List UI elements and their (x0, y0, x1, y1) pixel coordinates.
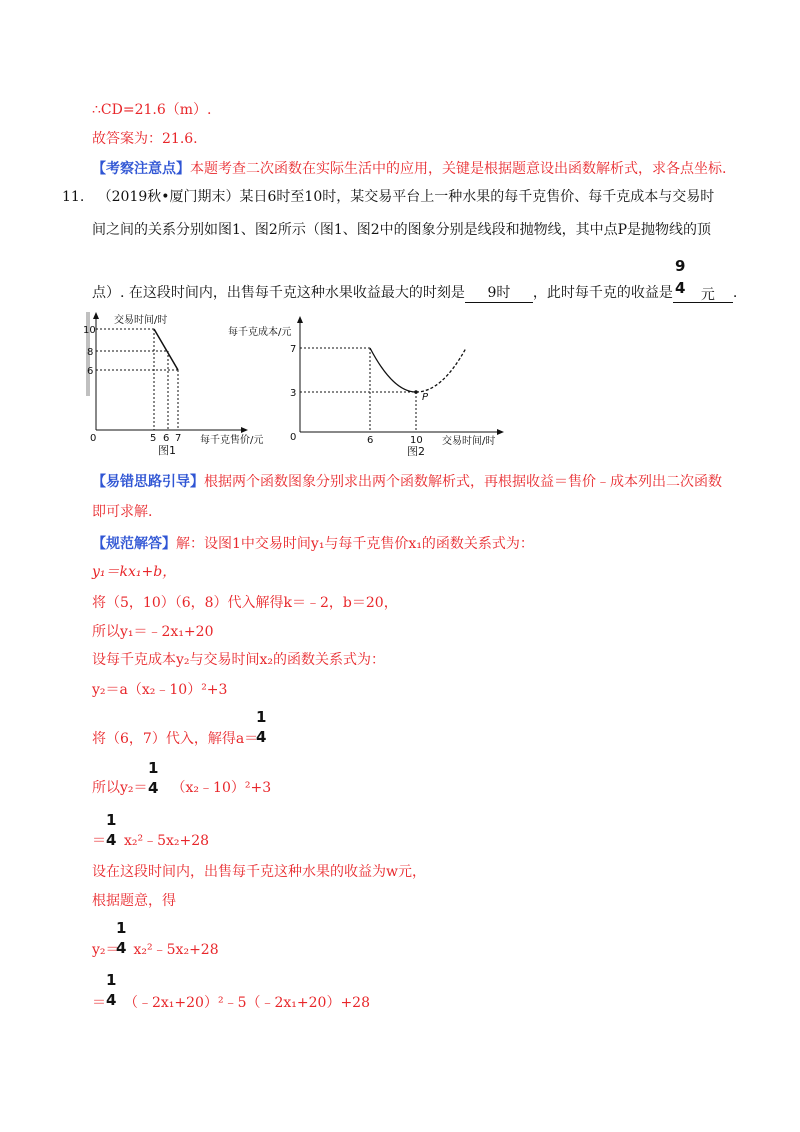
fig2-xtick-10: 10 (410, 435, 423, 446)
figure-2 (220, 316, 510, 456)
sol-label: 【规范解答】 (92, 536, 176, 552)
fraction-a: 1 4 (256, 708, 267, 746)
tip-text1: 根据两个函数图象分别求出两个函数解析式，再根据收益＝售价﹣成本列出二次函数 (204, 474, 722, 490)
fraction-l12: 1 4 (106, 971, 117, 1009)
sol-l5: y₂＝a（x₂﹣10）²+3 (92, 682, 228, 698)
answer-unit: 元 (700, 287, 715, 303)
sol-l7: 所以y₂＝ （x₂﹣10）²+3 (92, 780, 272, 796)
fig1-ytick-10: 10 (83, 325, 96, 336)
sol-l12: ＝ （﹣2x₁+20）²﹣5（﹣2x₁+20）+28 (92, 995, 370, 1011)
sol-l1: y₁＝kx₁+b， (92, 564, 177, 580)
sol-l11: y₂＝ x₂²﹣5x₂+28 (92, 942, 219, 958)
fraction-l8: 1 4 (106, 811, 117, 849)
line-answer: 故答案为：21.6. (92, 131, 198, 147)
note-text: 本题考查二次函数在实际生活中的应用，关键是根据题意设出函数解析式，求各点坐标. (190, 161, 727, 177)
q11-line1 (62, 188, 714, 206)
q11-text1: （2019秋•厦门期末）某日6时至10时，某交易平台上一种水果的每千克售价、每千克成本与交易时 (97, 189, 715, 205)
sol-intro (92, 535, 534, 553)
fig1-xtick-5: 5 (150, 433, 157, 444)
answer-fraction-den: 4 (675, 279, 686, 297)
answer-fraction-num: 9 (675, 257, 686, 275)
fig1-ylabel: 交易时间/时 (114, 315, 168, 326)
sol-l6: 将（6，7）代入，解得a＝ (92, 731, 259, 747)
fig1-ytick-8: 8 (87, 347, 94, 358)
q11-number: 11. (62, 189, 85, 205)
fig2-ytick-3: 3 (290, 388, 297, 399)
note-10 (92, 160, 726, 178)
fig1-xtick-7: 7 (175, 433, 182, 444)
fraction-l7: 1 4 (148, 759, 159, 797)
fig2-xtick-6: 6 (367, 435, 374, 446)
fig1-ytick-6: 6 (87, 366, 94, 377)
tip-line2: 即可求解. (92, 504, 153, 520)
q11-line3: 点）. 在这段时间内，出售每千克这种水果收益最大的时刻是 9时 ，此时每千克的收益是 元 . (92, 285, 738, 303)
sol-l2: 将（5，10）（6，8）代入解得k＝﹣2，b＝20， (92, 595, 398, 611)
fig1-xlabel: 每千克售价/元 (200, 435, 264, 446)
sol-l8: ＝ x₂²﹣5x₂+28 (92, 833, 210, 849)
q11-text3b: ，此时每千克的收益是 (532, 285, 673, 301)
fraction-l11: 1 4 (116, 919, 127, 957)
fig2-xlabel: 交易时间/时 (442, 436, 496, 447)
sol-intro-text: 解：设图1中交易时间y₁与每千克售价x₁的函数关系式为： (176, 536, 534, 552)
fig2-ytick-7: 7 (290, 344, 297, 355)
sol-l3: 所以y₁＝﹣2x₁+20 (92, 624, 214, 640)
fig2-point-p: P (422, 392, 429, 403)
fig1-origin: 0 (90, 433, 97, 444)
sol-l4: 设每千克成本y₂与交易时间x₂的函数关系式为： (92, 652, 386, 668)
fig2-origin: 0 (290, 432, 297, 443)
answer-blank-1: 9时 (465, 284, 533, 303)
sol-l10: 根据题意，得 (92, 893, 176, 909)
fig1-xtick-6: 6 (163, 433, 170, 444)
answer-fraction (675, 258, 685, 296)
fig2-caption: 图2 (407, 445, 425, 456)
tip-line1 (92, 473, 722, 491)
line-cd: ∴CD=21.6（m）. (92, 102, 212, 118)
fig2-ylabel: 每千克成本/元 (228, 327, 292, 338)
note-label: 【考察注意点】 (92, 161, 190, 177)
sol-l9: 设在这段时间内，出售每千克这种水果的收益为w元， (92, 864, 426, 880)
q11-line2: 间之间的关系分别如图1、图2所示（图1、图2中的图象分别是线段和抛物线，其中点P是抛物线的顶 (92, 222, 712, 238)
fig1-caption: 图1 (158, 444, 176, 456)
tip-label: 【易错思路引导】 (92, 474, 204, 490)
q11-text3a: 点）. 在这段时间内，出售每千克这种水果收益最大的时刻是 (92, 285, 465, 301)
